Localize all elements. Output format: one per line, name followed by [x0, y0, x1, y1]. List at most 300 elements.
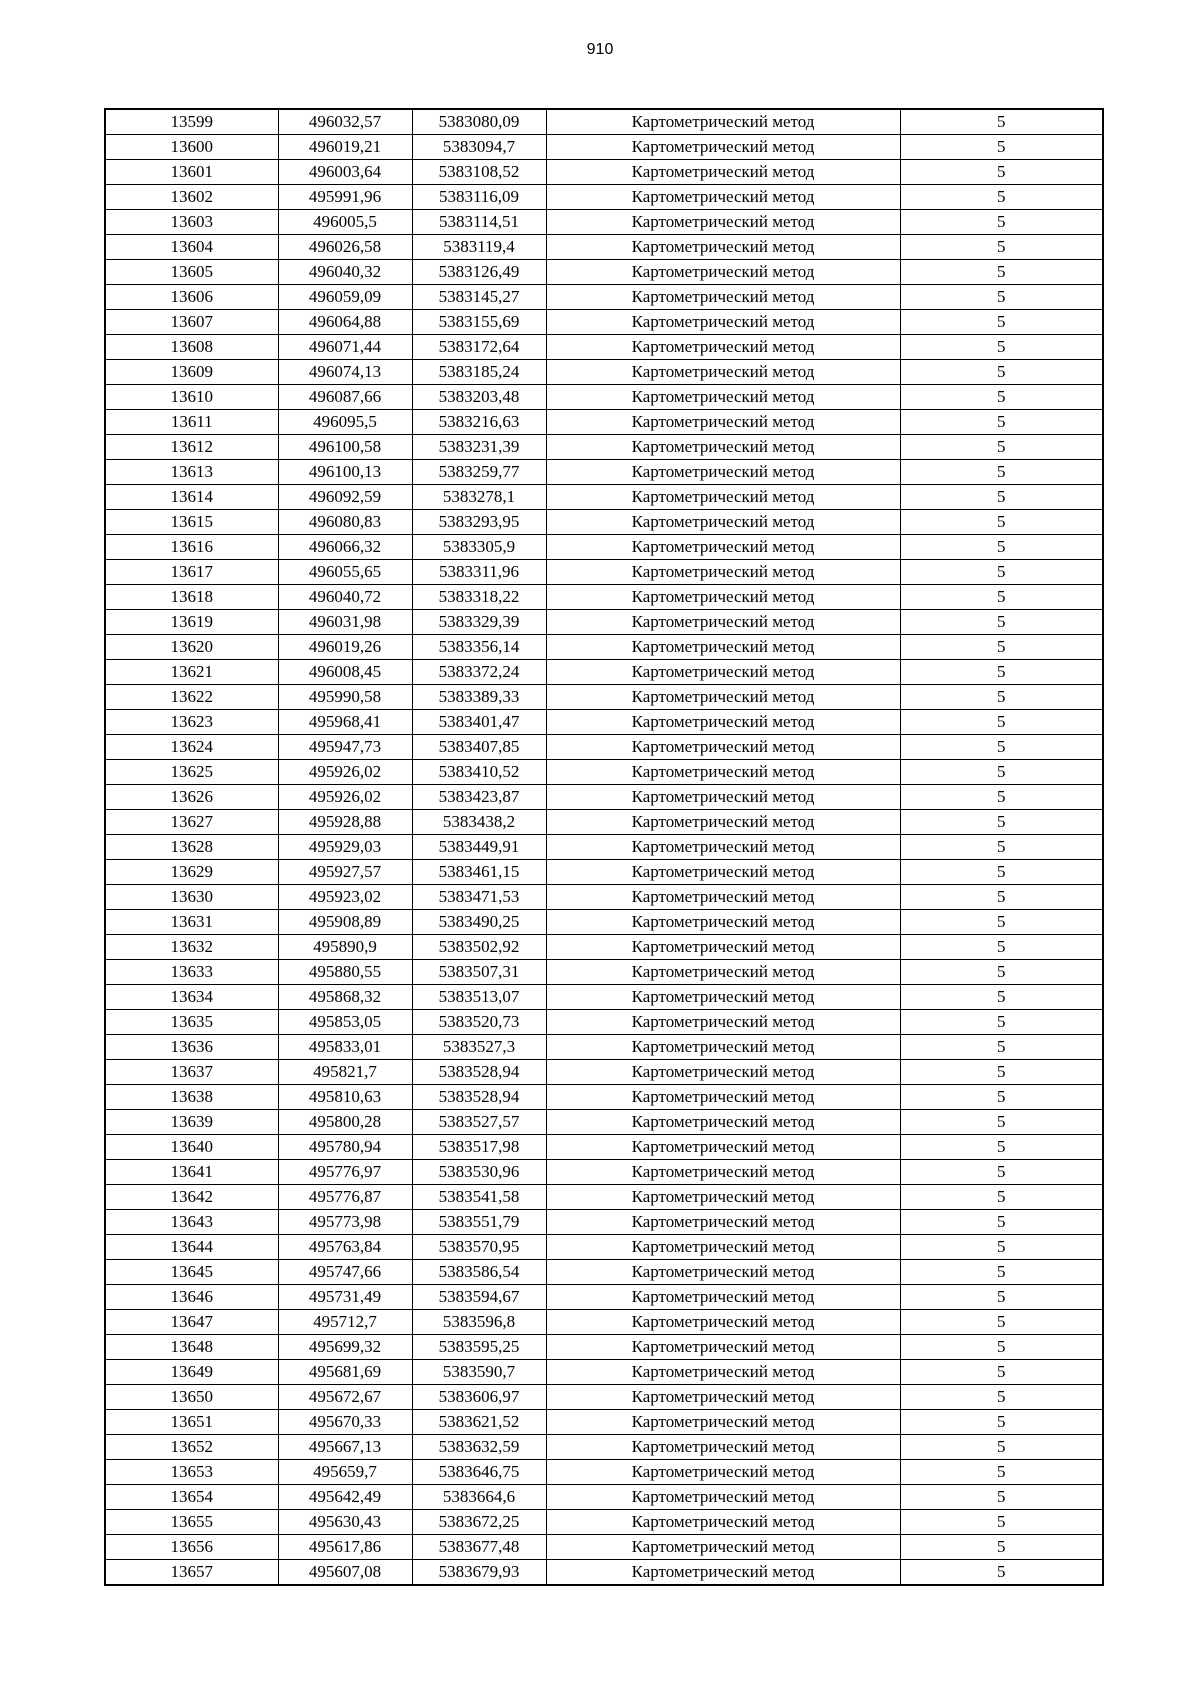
- table-row: [105, 435, 1103, 460]
- point-number-cell: 13612: [105, 435, 278, 460]
- y-coordinate-cell: 5383410,52: [412, 760, 546, 785]
- method-cell: Картометрический метод: [546, 260, 900, 285]
- table-row: [105, 310, 1103, 335]
- method-cell: Картометрический метод: [546, 560, 900, 585]
- accuracy-cell: 5: [900, 635, 1103, 660]
- x-coordinate-cell: 495991,96: [278, 185, 412, 210]
- point-number-cell: 13617: [105, 560, 278, 585]
- y-coordinate-cell: 5383305,9: [412, 535, 546, 560]
- y-coordinate-cell: 5383490,25: [412, 910, 546, 935]
- table-row: [105, 1335, 1103, 1360]
- accuracy-cell: 5: [900, 285, 1103, 310]
- table-row: [105, 1185, 1103, 1210]
- x-coordinate-cell: 495776,87: [278, 1185, 412, 1210]
- y-coordinate-cell: 5383541,58: [412, 1185, 546, 1210]
- accuracy-cell: 5: [900, 1410, 1103, 1435]
- method-cell: Картометрический метод: [546, 1460, 900, 1485]
- y-coordinate-cell: 5383407,85: [412, 735, 546, 760]
- point-number-cell: 13651: [105, 1410, 278, 1435]
- table-row: [105, 860, 1103, 885]
- method-cell: Картометрический метод: [546, 385, 900, 410]
- y-coordinate-cell: 5383590,7: [412, 1360, 546, 1385]
- x-coordinate-cell: 496040,32: [278, 260, 412, 285]
- x-coordinate-cell: 495699,32: [278, 1335, 412, 1360]
- y-coordinate-cell: 5383311,96: [412, 560, 546, 585]
- method-cell: Картометрический метод: [546, 1010, 900, 1035]
- method-cell: Картометрический метод: [546, 610, 900, 635]
- method-cell: Картометрический метод: [546, 960, 900, 985]
- accuracy-cell: 5: [900, 885, 1103, 910]
- table-row: [105, 810, 1103, 835]
- x-coordinate-cell: 495929,03: [278, 835, 412, 860]
- x-coordinate-cell: 496100,13: [278, 460, 412, 485]
- y-coordinate-cell: 5383632,59: [412, 1435, 546, 1460]
- accuracy-cell: 5: [900, 1360, 1103, 1385]
- point-number-cell: 13628: [105, 835, 278, 860]
- table-row: [105, 835, 1103, 860]
- table-row: [105, 460, 1103, 485]
- point-number-cell: 13631: [105, 910, 278, 935]
- method-cell: Картометрический метод: [546, 985, 900, 1010]
- x-coordinate-cell: 495853,05: [278, 1010, 412, 1035]
- x-coordinate-cell: 496074,13: [278, 360, 412, 385]
- method-cell: Картометрический метод: [546, 1485, 900, 1510]
- x-coordinate-cell: 496100,58: [278, 435, 412, 460]
- table-row: [105, 1235, 1103, 1260]
- y-coordinate-cell: 5383155,69: [412, 310, 546, 335]
- point-number-cell: 13634: [105, 985, 278, 1010]
- method-cell: Картометрический метод: [546, 235, 900, 260]
- x-coordinate-cell: 496059,09: [278, 285, 412, 310]
- table-row: [105, 1110, 1103, 1135]
- y-coordinate-cell: 5383517,98: [412, 1135, 546, 1160]
- point-number-cell: 13657: [105, 1560, 278, 1586]
- table-row: [105, 1410, 1103, 1435]
- y-coordinate-cell: 5383594,67: [412, 1285, 546, 1310]
- method-cell: Картометрический метод: [546, 310, 900, 335]
- x-coordinate-cell: 495947,73: [278, 735, 412, 760]
- y-coordinate-cell: 5383461,15: [412, 860, 546, 885]
- table-row: [105, 660, 1103, 685]
- y-coordinate-cell: 5383677,48: [412, 1535, 546, 1560]
- table-row: [105, 635, 1103, 660]
- accuracy-cell: 5: [900, 109, 1103, 135]
- method-cell: Картометрический метод: [546, 585, 900, 610]
- table-row: [105, 185, 1103, 210]
- point-number-cell: 13620: [105, 635, 278, 660]
- x-coordinate-cell: 495607,08: [278, 1560, 412, 1586]
- method-cell: Картометрический метод: [546, 109, 900, 135]
- table-row: [105, 785, 1103, 810]
- y-coordinate-cell: 5383471,53: [412, 885, 546, 910]
- y-coordinate-cell: 5383278,1: [412, 485, 546, 510]
- accuracy-cell: 5: [900, 1385, 1103, 1410]
- y-coordinate-cell: 5383094,7: [412, 135, 546, 160]
- table-row: [105, 1460, 1103, 1485]
- method-cell: Картометрический метод: [546, 1060, 900, 1085]
- y-coordinate-cell: 5383586,54: [412, 1260, 546, 1285]
- method-cell: Картометрический метод: [546, 460, 900, 485]
- accuracy-cell: 5: [900, 260, 1103, 285]
- table-row: [105, 160, 1103, 185]
- x-coordinate-cell: 495926,02: [278, 785, 412, 810]
- y-coordinate-cell: 5383679,93: [412, 1560, 546, 1586]
- y-coordinate-cell: 5383116,09: [412, 185, 546, 210]
- point-number-cell: 13641: [105, 1160, 278, 1185]
- method-cell: Картометрический метод: [546, 910, 900, 935]
- accuracy-cell: 5: [900, 835, 1103, 860]
- accuracy-cell: 5: [900, 1260, 1103, 1285]
- point-number-cell: 13600: [105, 135, 278, 160]
- x-coordinate-cell: 496003,64: [278, 160, 412, 185]
- table-row: [105, 735, 1103, 760]
- accuracy-cell: 5: [900, 985, 1103, 1010]
- point-number-cell: 13647: [105, 1310, 278, 1335]
- accuracy-cell: 5: [900, 560, 1103, 585]
- method-cell: Картометрический метод: [546, 1085, 900, 1110]
- accuracy-cell: 5: [900, 785, 1103, 810]
- point-number-cell: 13604: [105, 235, 278, 260]
- y-coordinate-cell: 5383126,49: [412, 260, 546, 285]
- table-row: [105, 285, 1103, 310]
- table-row: [105, 710, 1103, 735]
- accuracy-cell: 5: [900, 1310, 1103, 1335]
- point-number-cell: 13611: [105, 410, 278, 435]
- method-cell: Картометрический метод: [546, 1135, 900, 1160]
- table-row: [105, 1435, 1103, 1460]
- accuracy-cell: 5: [900, 535, 1103, 560]
- accuracy-cell: 5: [900, 735, 1103, 760]
- method-cell: Картометрический метод: [546, 860, 900, 885]
- point-number-cell: 13603: [105, 210, 278, 235]
- x-coordinate-cell: 495880,55: [278, 960, 412, 985]
- point-number-cell: 13650: [105, 1385, 278, 1410]
- accuracy-cell: 5: [900, 210, 1103, 235]
- method-cell: Картометрический метод: [546, 1235, 900, 1260]
- y-coordinate-cell: 5383606,97: [412, 1385, 546, 1410]
- point-number-cell: 13630: [105, 885, 278, 910]
- x-coordinate-cell: 495776,97: [278, 1160, 412, 1185]
- point-number-cell: 13606: [105, 285, 278, 310]
- table-row: [105, 260, 1103, 285]
- y-coordinate-cell: 5383570,95: [412, 1235, 546, 1260]
- table-row: [105, 1285, 1103, 1310]
- coordinates-table-body: [105, 109, 1103, 1585]
- accuracy-cell: 5: [900, 1535, 1103, 1560]
- y-coordinate-cell: 5383527,57: [412, 1110, 546, 1135]
- table-row: [105, 1560, 1103, 1586]
- point-number-cell: 13621: [105, 660, 278, 685]
- table-row: [105, 335, 1103, 360]
- point-number-cell: 13655: [105, 1510, 278, 1535]
- x-coordinate-cell: 496080,83: [278, 510, 412, 535]
- method-cell: Картометрический метод: [546, 1035, 900, 1060]
- point-number-cell: 13636: [105, 1035, 278, 1060]
- accuracy-cell: 5: [900, 1085, 1103, 1110]
- method-cell: Картометрический метод: [546, 160, 900, 185]
- x-coordinate-cell: 496066,32: [278, 535, 412, 560]
- method-cell: Картометрический метод: [546, 360, 900, 385]
- table-row: [105, 135, 1103, 160]
- x-coordinate-cell: 495800,28: [278, 1110, 412, 1135]
- accuracy-cell: 5: [900, 510, 1103, 535]
- point-number-cell: 13633: [105, 960, 278, 985]
- x-coordinate-cell: 495667,13: [278, 1435, 412, 1460]
- x-coordinate-cell: 496095,5: [278, 410, 412, 435]
- y-coordinate-cell: 5383119,4: [412, 235, 546, 260]
- point-number-cell: 13652: [105, 1435, 278, 1460]
- method-cell: Картометрический метод: [546, 435, 900, 460]
- y-coordinate-cell: 5383595,25: [412, 1335, 546, 1360]
- table-row: [105, 1035, 1103, 1060]
- x-coordinate-cell: 496019,21: [278, 135, 412, 160]
- method-cell: Картометрический метод: [546, 885, 900, 910]
- y-coordinate-cell: 5383646,75: [412, 1460, 546, 1485]
- accuracy-cell: 5: [900, 935, 1103, 960]
- accuracy-cell: 5: [900, 1335, 1103, 1360]
- accuracy-cell: 5: [900, 410, 1103, 435]
- y-coordinate-cell: 5383672,25: [412, 1510, 546, 1535]
- accuracy-cell: 5: [900, 585, 1103, 610]
- y-coordinate-cell: 5383231,39: [412, 435, 546, 460]
- method-cell: Картометрический метод: [546, 1160, 900, 1185]
- table-row: [105, 1085, 1103, 1110]
- accuracy-cell: 5: [900, 460, 1103, 485]
- table-row: [105, 1535, 1103, 1560]
- table-row: [105, 685, 1103, 710]
- method-cell: Картометрический метод: [546, 1210, 900, 1235]
- point-number-cell: 13642: [105, 1185, 278, 1210]
- point-number-cell: 13618: [105, 585, 278, 610]
- method-cell: Картометрический метод: [546, 710, 900, 735]
- y-coordinate-cell: 5383664,6: [412, 1485, 546, 1510]
- table-row: [105, 960, 1103, 985]
- y-coordinate-cell: 5383216,63: [412, 410, 546, 435]
- x-coordinate-cell: 496019,26: [278, 635, 412, 660]
- accuracy-cell: 5: [900, 1185, 1103, 1210]
- method-cell: Картометрический метод: [546, 1335, 900, 1360]
- y-coordinate-cell: 5383080,09: [412, 109, 546, 135]
- method-cell: Картометрический метод: [546, 685, 900, 710]
- table-row: [105, 560, 1103, 585]
- y-coordinate-cell: 5383318,22: [412, 585, 546, 610]
- x-coordinate-cell: 496092,59: [278, 485, 412, 510]
- x-coordinate-cell: 496008,45: [278, 660, 412, 685]
- table-row: [105, 210, 1103, 235]
- x-coordinate-cell: 495642,49: [278, 1485, 412, 1510]
- point-number-cell: 13632: [105, 935, 278, 960]
- x-coordinate-cell: 495681,69: [278, 1360, 412, 1385]
- method-cell: Картометрический метод: [546, 210, 900, 235]
- accuracy-cell: 5: [900, 760, 1103, 785]
- y-coordinate-cell: 5383329,39: [412, 610, 546, 635]
- method-cell: Картометрический метод: [546, 1110, 900, 1135]
- x-coordinate-cell: 495927,57: [278, 860, 412, 885]
- page-number: 910: [586, 41, 614, 58]
- x-coordinate-cell: 496026,58: [278, 235, 412, 260]
- x-coordinate-cell: 495810,63: [278, 1085, 412, 1110]
- y-coordinate-cell: 5383621,52: [412, 1410, 546, 1435]
- point-number-cell: 13624: [105, 735, 278, 760]
- table-row: [105, 985, 1103, 1010]
- table-row: [105, 1160, 1103, 1185]
- accuracy-cell: 5: [900, 810, 1103, 835]
- method-cell: Картометрический метод: [546, 1310, 900, 1335]
- table-row: [105, 360, 1103, 385]
- point-number-cell: 13640: [105, 1135, 278, 1160]
- method-cell: Картометрический метод: [546, 485, 900, 510]
- table-row: [105, 610, 1103, 635]
- point-number-cell: 13607: [105, 310, 278, 335]
- x-coordinate-cell: 496031,98: [278, 610, 412, 635]
- point-number-cell: 13601: [105, 160, 278, 185]
- y-coordinate-cell: 5383293,95: [412, 510, 546, 535]
- y-coordinate-cell: 5383356,14: [412, 635, 546, 660]
- table-row: [105, 410, 1103, 435]
- y-coordinate-cell: 5383438,2: [412, 810, 546, 835]
- x-coordinate-cell: 495670,33: [278, 1410, 412, 1435]
- point-number-cell: 13649: [105, 1360, 278, 1385]
- accuracy-cell: 5: [900, 385, 1103, 410]
- accuracy-cell: 5: [900, 1135, 1103, 1160]
- y-coordinate-cell: 5383551,79: [412, 1210, 546, 1235]
- y-coordinate-cell: 5383528,94: [412, 1060, 546, 1085]
- table-row: [105, 1385, 1103, 1410]
- accuracy-cell: 5: [900, 1210, 1103, 1235]
- y-coordinate-cell: 5383530,96: [412, 1160, 546, 1185]
- accuracy-cell: 5: [900, 1560, 1103, 1586]
- table-row: [105, 235, 1103, 260]
- point-number-cell: 13653: [105, 1460, 278, 1485]
- point-number-cell: 13608: [105, 335, 278, 360]
- table-row: [105, 910, 1103, 935]
- y-coordinate-cell: 5383502,92: [412, 935, 546, 960]
- method-cell: Картометрический метод: [546, 1435, 900, 1460]
- accuracy-cell: 5: [900, 910, 1103, 935]
- accuracy-cell: 5: [900, 435, 1103, 460]
- y-coordinate-cell: 5383372,24: [412, 660, 546, 685]
- method-cell: Картометрический метод: [546, 510, 900, 535]
- y-coordinate-cell: 5383423,87: [412, 785, 546, 810]
- x-coordinate-cell: 495747,66: [278, 1260, 412, 1285]
- x-coordinate-cell: 495773,98: [278, 1210, 412, 1235]
- accuracy-cell: 5: [900, 860, 1103, 885]
- point-number-cell: 13644: [105, 1235, 278, 1260]
- method-cell: Картометрический метод: [546, 1535, 900, 1560]
- x-coordinate-cell: 495672,67: [278, 1385, 412, 1410]
- method-cell: Картометрический метод: [546, 660, 900, 685]
- accuracy-cell: 5: [900, 1060, 1103, 1085]
- point-number-cell: 13656: [105, 1535, 278, 1560]
- x-coordinate-cell: 495659,7: [278, 1460, 412, 1485]
- point-number-cell: 13635: [105, 1010, 278, 1035]
- x-coordinate-cell: 496071,44: [278, 335, 412, 360]
- y-coordinate-cell: 5383401,47: [412, 710, 546, 735]
- method-cell: Картометрический метод: [546, 185, 900, 210]
- method-cell: Картометрический метод: [546, 535, 900, 560]
- x-coordinate-cell: 496087,66: [278, 385, 412, 410]
- point-number-cell: 13629: [105, 860, 278, 885]
- x-coordinate-cell: 495833,01: [278, 1035, 412, 1060]
- point-number-cell: 13654: [105, 1485, 278, 1510]
- point-number-cell: 13613: [105, 460, 278, 485]
- y-coordinate-cell: 5383259,77: [412, 460, 546, 485]
- accuracy-cell: 5: [900, 360, 1103, 385]
- method-cell: Картометрический метод: [546, 410, 900, 435]
- point-number-cell: 13602: [105, 185, 278, 210]
- method-cell: Картометрический метод: [546, 635, 900, 660]
- y-coordinate-cell: 5383527,3: [412, 1035, 546, 1060]
- x-coordinate-cell: 495890,9: [278, 935, 412, 960]
- table-row: [105, 585, 1103, 610]
- point-number-cell: 13605: [105, 260, 278, 285]
- point-number-cell: 13610: [105, 385, 278, 410]
- accuracy-cell: 5: [900, 235, 1103, 260]
- accuracy-cell: 5: [900, 1435, 1103, 1460]
- point-number-cell: 13637: [105, 1060, 278, 1085]
- accuracy-cell: 5: [900, 135, 1103, 160]
- y-coordinate-cell: 5383185,24: [412, 360, 546, 385]
- method-cell: Картометрический метод: [546, 1560, 900, 1586]
- accuracy-cell: 5: [900, 960, 1103, 985]
- point-number-cell: 13626: [105, 785, 278, 810]
- accuracy-cell: 5: [900, 1035, 1103, 1060]
- method-cell: Картометрический метод: [546, 760, 900, 785]
- accuracy-cell: 5: [900, 335, 1103, 360]
- point-number-cell: 13619: [105, 610, 278, 635]
- point-number-cell: 13609: [105, 360, 278, 385]
- method-cell: Картометрический метод: [546, 1385, 900, 1410]
- point-number-cell: 13599: [105, 109, 278, 135]
- x-coordinate-cell: 495968,41: [278, 710, 412, 735]
- y-coordinate-cell: 5383389,33: [412, 685, 546, 710]
- y-coordinate-cell: 5383114,51: [412, 210, 546, 235]
- point-number-cell: 13639: [105, 1110, 278, 1135]
- y-coordinate-cell: 5383596,8: [412, 1310, 546, 1335]
- table-row: [105, 109, 1103, 135]
- point-number-cell: 13645: [105, 1260, 278, 1285]
- y-coordinate-cell: 5383108,52: [412, 160, 546, 185]
- accuracy-cell: 5: [900, 185, 1103, 210]
- method-cell: Картометрический метод: [546, 810, 900, 835]
- accuracy-cell: 5: [900, 1460, 1103, 1485]
- table-row: [105, 485, 1103, 510]
- point-number-cell: 13622: [105, 685, 278, 710]
- x-coordinate-cell: 496032,57: [278, 109, 412, 135]
- point-number-cell: 13623: [105, 710, 278, 735]
- y-coordinate-cell: 5383513,07: [412, 985, 546, 1010]
- accuracy-cell: 5: [900, 160, 1103, 185]
- accuracy-cell: 5: [900, 1010, 1103, 1035]
- y-coordinate-cell: 5383449,91: [412, 835, 546, 860]
- point-number-cell: 13648: [105, 1335, 278, 1360]
- point-number-cell: 13627: [105, 810, 278, 835]
- table-row: [105, 1210, 1103, 1235]
- table-row: [105, 1310, 1103, 1335]
- method-cell: Картометрический метод: [546, 1410, 900, 1435]
- accuracy-cell: 5: [900, 310, 1103, 335]
- table-row: [105, 885, 1103, 910]
- table-row: [105, 510, 1103, 535]
- y-coordinate-cell: 5383172,64: [412, 335, 546, 360]
- y-coordinate-cell: 5383203,48: [412, 385, 546, 410]
- table-row: [105, 935, 1103, 960]
- table-row: [105, 1060, 1103, 1085]
- method-cell: Картометрический метод: [546, 1360, 900, 1385]
- point-number-cell: 13625: [105, 760, 278, 785]
- point-number-cell: 13615: [105, 510, 278, 535]
- x-coordinate-cell: 495990,58: [278, 685, 412, 710]
